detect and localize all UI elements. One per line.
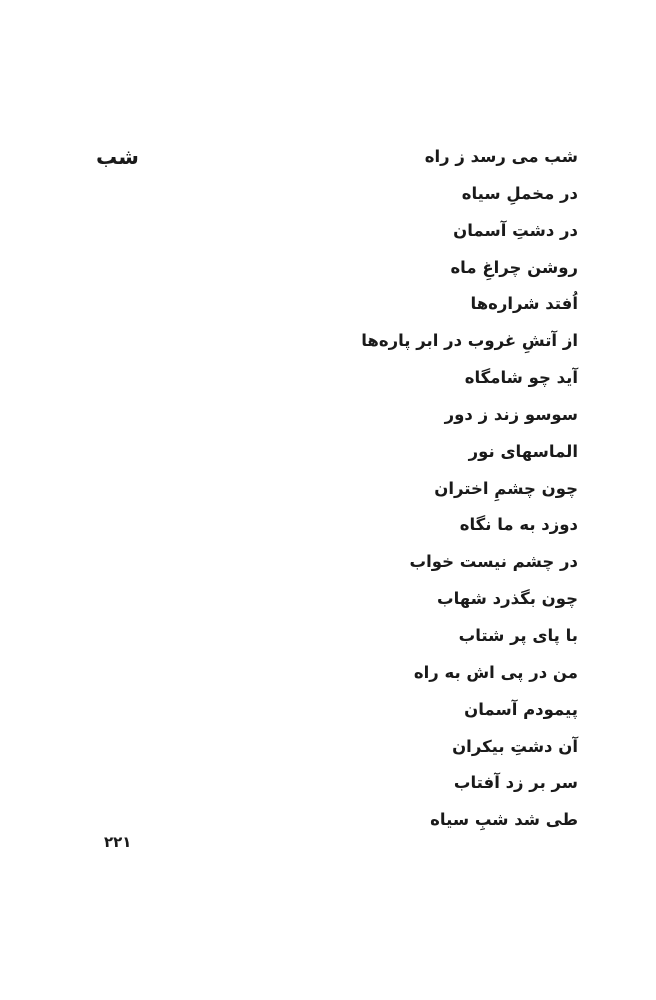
verse-line: پیمودم آسمان <box>464 699 578 719</box>
verse-line: الماسهای نور <box>468 441 578 461</box>
verse-line: با پای پر شتاب <box>458 625 578 645</box>
verse-line: سر بر زد آفتاب <box>453 773 578 793</box>
verse-line: طی شد شبِ سیاه <box>430 810 578 830</box>
poem-title: شب <box>96 145 139 169</box>
verse-line: در چشم نیست خواب <box>409 552 578 572</box>
verse-line: آن دشتِ بیکران <box>452 736 578 756</box>
verse-line: روشن چراغِ ماه <box>450 257 578 277</box>
verse-line: آید چو شامگاه <box>464 368 578 388</box>
verse-line: چون چشمِ اختران <box>434 478 578 498</box>
verse-line: اُفتد شراره‌ها <box>470 294 578 314</box>
verse-line: در مخملِ سیاه <box>461 183 578 203</box>
verse-line: چون بگذرد شهاب <box>437 589 578 609</box>
verse-line: در دشتِ آسمان <box>453 220 578 240</box>
poem-verses <box>248 143 578 843</box>
verse-line: دوزد به ما نگاه <box>459 515 578 535</box>
verse-line: سوسو زند ز دور <box>444 404 578 424</box>
verse-line: شب می رسد ز راه <box>424 147 578 166</box>
page-number: ۲۲۱ <box>104 833 132 851</box>
verse-line: از آتشِ غروب در ابر پاره‌ها <box>361 331 578 351</box>
verse-line: من در پی اش به راه <box>413 662 578 682</box>
